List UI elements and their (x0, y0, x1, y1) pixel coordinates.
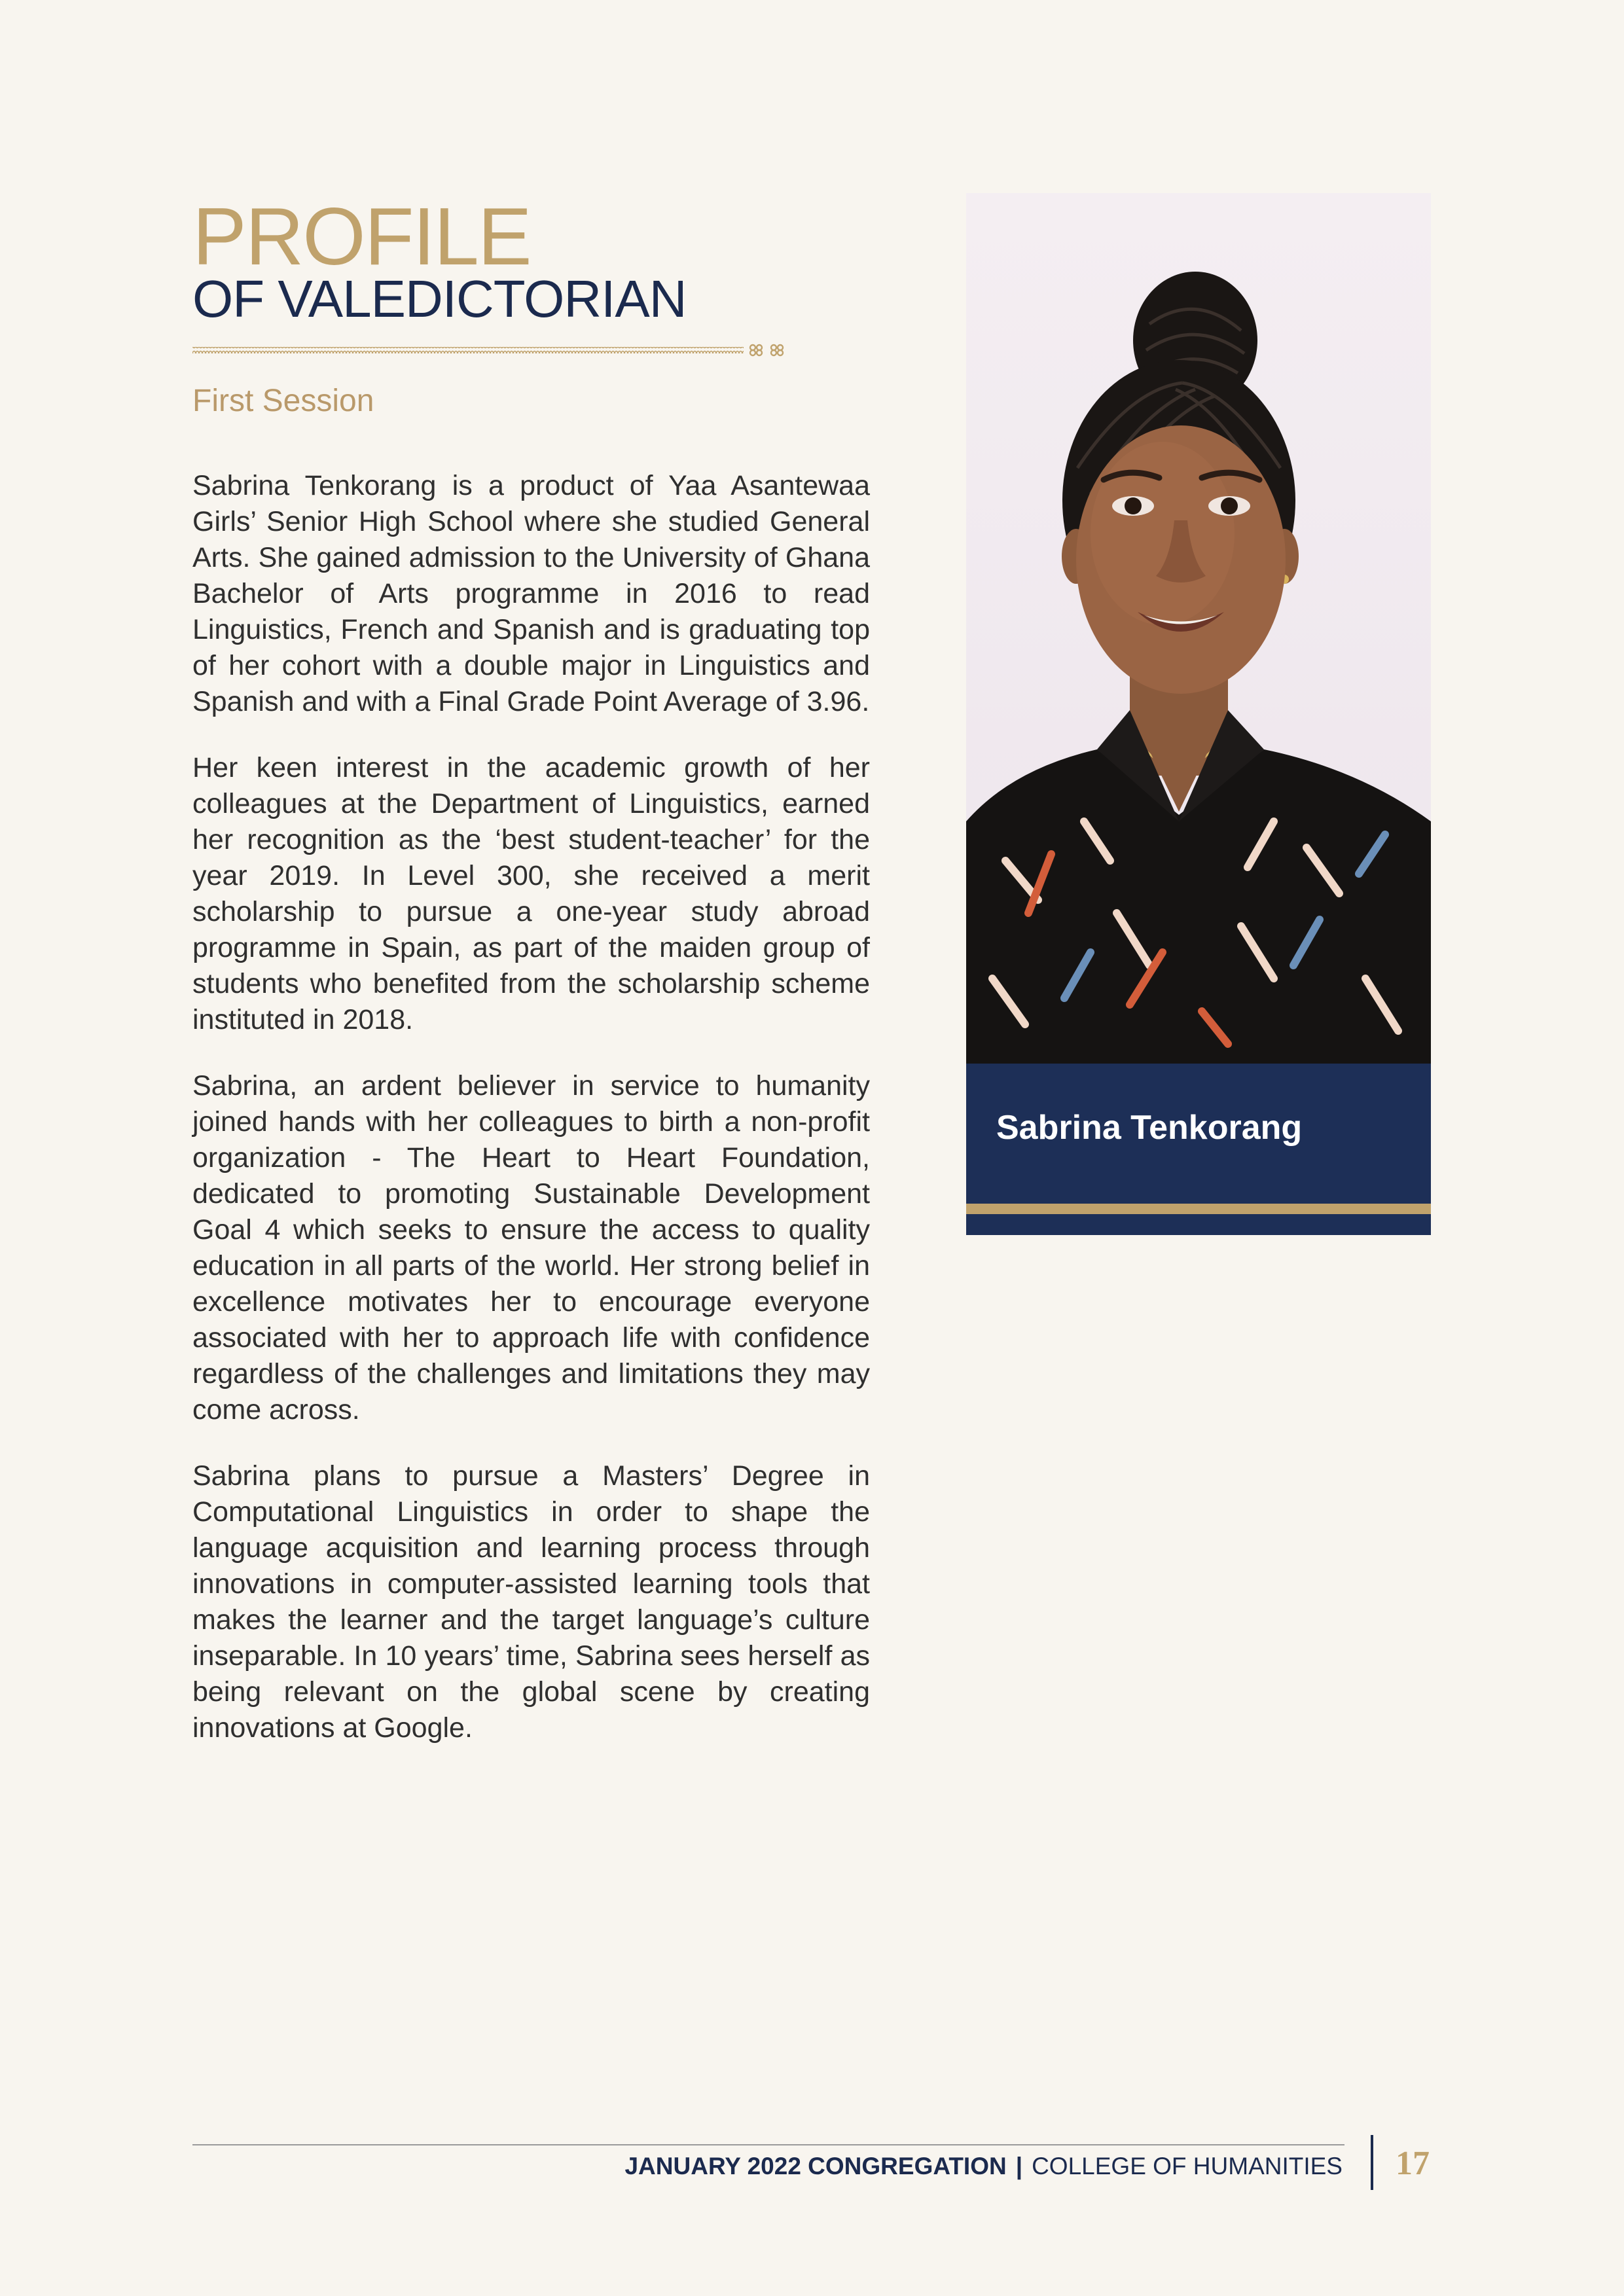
footer-event: JANUARY 2022 CONGREGATION (624, 2153, 1007, 2179)
biography (192, 468, 870, 1776)
portrait-illustration (966, 193, 1431, 1064)
biography-paragraph: Sabrina Tenkorang is a product of Yaa Asantewaa Girls’ Senior High School where she studied General Arts. She gained admission to the University of Ghana Bachelor of Arts programme in 2016 to read Linguistics, French and Spanish and is graduating top of her cohort with a double major in Linguistics and Spanish and with a Final Grade Point Average of 3.96. (192, 470, 870, 717)
page-number: 17 (1396, 2145, 1430, 2182)
gold-stripe (966, 1204, 1431, 1214)
biography-paragraph: Sabrina, an ardent believer in service to humanity joined hands with her colleagues to birth a non-profit organization - The Heart to Heart Foundation, dedicated to promoting Sustainable Development Goal 4 which seeks to ensure the access to quality education in all parts of the world. Her strong belief in excellence motivates her to encourage everyone associated with her to approach life with confidence regardless of the challenges and limitations they may come across. (192, 1070, 870, 1426)
page-title: PROFILE (192, 192, 531, 282)
page-subtitle: OF VALEDICTORIAN (192, 270, 687, 328)
footer-label (624, 2150, 1343, 2183)
photo-caption: Sabrina Tenkorang (996, 1109, 1303, 1147)
footer-rule (192, 2144, 1344, 2145)
footer-college: COLLEGE OF HUMANITIES (1032, 2153, 1343, 2179)
biography-paragraph: Her keen interest in the academic growth of her colleagues at the Department of Linguistics, earned her recognition as the ‘best student-teacher’ for the year 2019. In Level 300, she received a merit scholarship to pursue a one-year study abroad programme in Spain, as part of the maiden group of students who benefited from the scholarship scheme instituted in 2018. (192, 752, 870, 1035)
footer-separator: | (1015, 2153, 1023, 2179)
profile-photo-card (966, 193, 1431, 1235)
ornament-divider (192, 343, 791, 357)
session-label: First Session (192, 384, 374, 418)
profile-photo (966, 193, 1431, 1064)
name-banner (966, 1064, 1431, 1235)
biography-paragraph: Sabrina plans to pursue a Masters’ Degree in Computational Linguistics in order to shape the language acquisition and learning process through innovations in computer-assisted learning tools that makes the learner and the target language’s culture inseparable. In 10 years’ time, Sabrina sees herself as being relevant on the global scene by creating innovations at Google. (192, 1460, 870, 1744)
footer-divider (1371, 2135, 1373, 2190)
